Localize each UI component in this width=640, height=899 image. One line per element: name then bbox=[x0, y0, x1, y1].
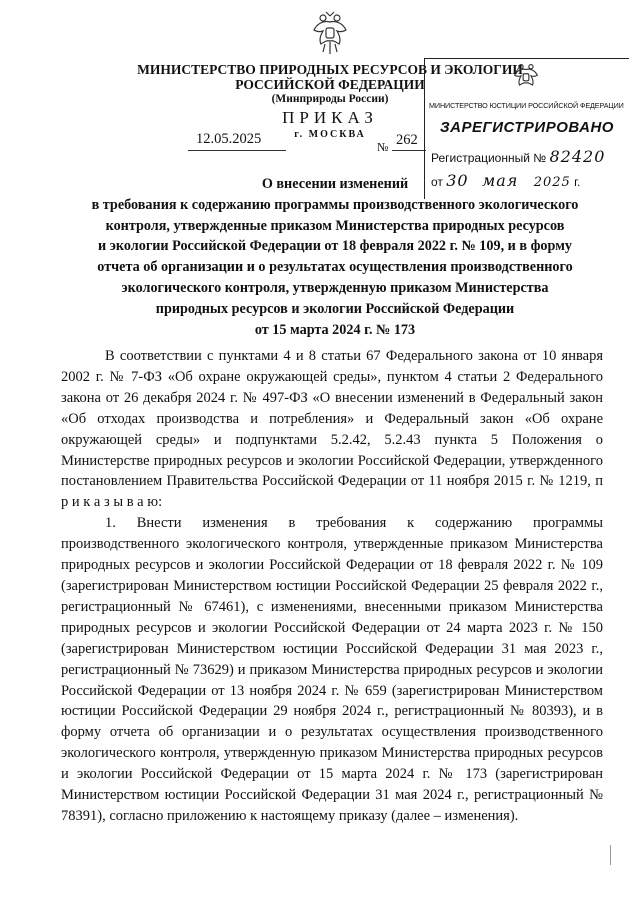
title-line: в требования к содержанию программы производственного экологического bbox=[91, 196, 579, 213]
title-line: от 15 марта 2024 г. № 173 bbox=[254, 321, 416, 338]
stamp-date-month: мая bbox=[481, 171, 519, 190]
stamp-ministry-name: МИНИСТЕРСТВО ЮСТИЦИИ РОССИЙСКОЙ ФЕДЕРАЦИИ bbox=[429, 101, 624, 110]
stamp-reg-label: Регистрационный № bbox=[431, 151, 547, 165]
order-title bbox=[55, 174, 615, 340]
item-1-paragraph: 1. Внести изменения в требования к содержанию программы производственного экологического контроля, утвержденные приказом Министерства природных ресурсов и экологии Российской Федерации от 18 февраля 2022 г. № 109 (зарегистрирован Министерством юстиции Российской Федерации 25 февраля 2022 г., регистрационный № 67461), с изменениями, внесенными приказом Министерства природных ресурсов и экологии Российской Федерации от 24 марта 2023 г. № 150 (зарегистрирован Министерством юстиции Российской Федерации 31 мая 2023 г., регистрационный № 73629) и приказом Министерства природных ресурсов и экологии Российской Федерации от 13 ноября 2024 г. № 659 (зарегистрирован Министерством юстиции Российской Федерации 29 ноября 2024 г., регистрационный № 80393), и в форму отчета об организации и о результатах осуществления производственного экологического контроля, утвержденную приказом Министерства природных ресурсов и экологии Российской Федерации от 15 марта 2024 г. № 173 (зарегистрирован Министерством юстиции Российской Федерации 31 мая 2024 г., регистрационный № 78391), согласно приложению к настоящему приказу (далее – изменения). bbox=[61, 515, 603, 824]
title-line: экологического контроля, утвержденную приказом Министерства bbox=[121, 279, 549, 296]
stamp-reg-number: 82420 bbox=[549, 147, 606, 166]
stamp-date-suffix: г. bbox=[574, 175, 581, 189]
title-line: и экологии Российской Федерации от 18 февраля 2022 г. № 109, и в форму bbox=[98, 238, 572, 255]
title-line: О внесении изменений bbox=[261, 176, 409, 192]
stamp-reg-number-row bbox=[431, 147, 605, 166]
stamp-registered-label: ЗАРЕГИСТРИРОВАНО bbox=[440, 119, 614, 136]
ministry-country: РОССИЙСКОЙ ФЕДЕРАЦИИ bbox=[235, 77, 425, 92]
state-emblem-icon bbox=[311, 10, 349, 58]
city-label: г. МОСКВА bbox=[294, 129, 366, 140]
title-line: контроля, утвержденные приказом Министерства природных ресурсов bbox=[105, 217, 565, 234]
number-underline bbox=[392, 150, 426, 151]
ministry-name: МИНИСТЕРСТВО ПРИРОДНЫХ РЕСУРСОВ И ЭКОЛОГИИ bbox=[137, 62, 523, 77]
order-number: 262 bbox=[396, 132, 418, 148]
order-date: 12.05.2025 bbox=[196, 131, 262, 147]
date-underline bbox=[188, 150, 286, 151]
order-body bbox=[61, 346, 603, 827]
stamp-date-prefix: от bbox=[431, 175, 443, 189]
number-label: № bbox=[377, 140, 389, 154]
stamp-date-year: 2025 bbox=[533, 175, 571, 190]
ministry-short-name: (Минприроды России) bbox=[271, 93, 389, 105]
stamp-emblem-icon bbox=[511, 61, 541, 95]
title-line: отчета об организации и о результатах осуществления производственного bbox=[97, 259, 573, 276]
preamble-paragraph: В соответствии с пунктами 4 и 8 статьи 67 Федерального закона от 10 января 2002 г. № 7-ФЗ «Об охране окружающей среды», пунктом 4 статьи 2 Федерального закона от 26 декабря 2024 г. № 497-ФЗ «О внесении изменений в Федеральный закон «Об отходах производства и потребления» и Федеральный закон «Об охране окружающей среды» и подпунктами 5.2.42, 5.2.43 пункта 5 Положения о Министерстве природных ресурсов и экологии Российской Федерации, утвержденного постановлением Правительства Российской Федерации от 11 ноября 2015 г. № 1219, п р и к а з ы в а ю: bbox=[61, 348, 603, 511]
title-line: природных ресурсов и экологии Российской Федерации bbox=[155, 300, 515, 317]
stamp-date-day: 30 bbox=[446, 171, 469, 190]
page-edge-mark bbox=[610, 845, 611, 865]
doc-type-heading: ПРИКАЗ bbox=[282, 108, 378, 127]
